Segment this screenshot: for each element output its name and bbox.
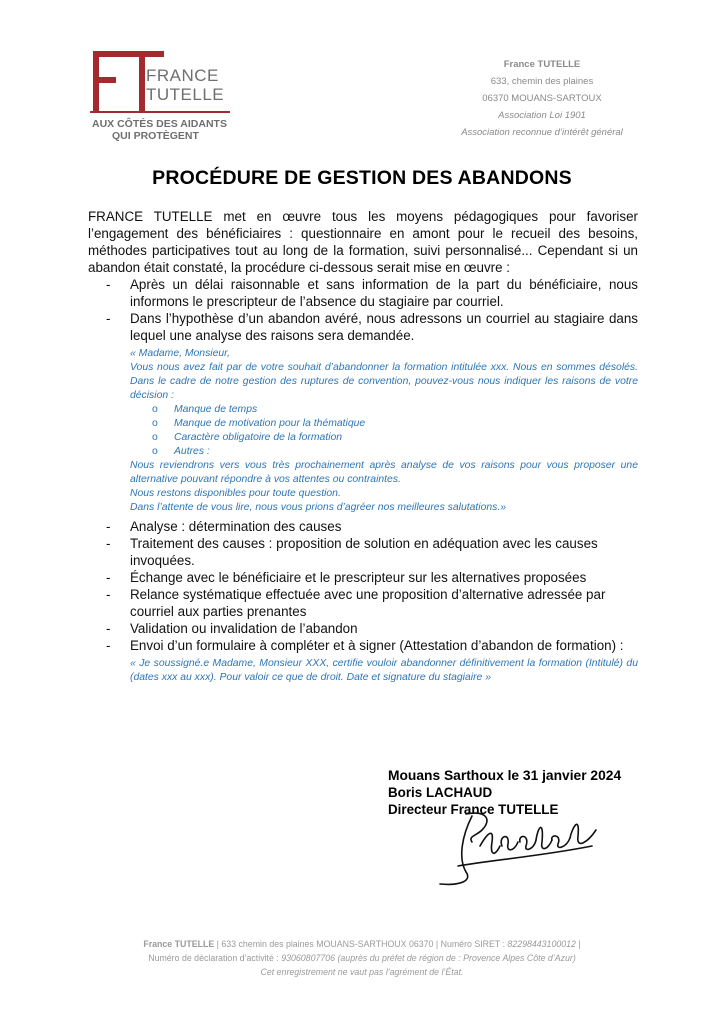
france-tutelle-logo: [90, 46, 230, 146]
footer-declaration-value: 93060807706 (auprès du préfet de région de : Provence Alpes Côte d’Azur): [281, 953, 576, 963]
signer-name: Boris LACHAUD: [388, 785, 493, 800]
logo-wordmark-line1: FRANCE: [146, 66, 219, 85]
reasons-list: [130, 403, 638, 459]
org-recognition: Association reconnue d’intérêt général: [461, 127, 623, 138]
footer-line3: [0, 965, 724, 979]
list-item: [88, 535, 638, 569]
list-item: [88, 518, 638, 535]
list-item: [88, 310, 638, 515]
step-text: Envoi d’un formulaire à compléter et à signer (Attestation d’abandon de formation) :: [130, 638, 624, 653]
dash-bullet: -: [106, 536, 111, 551]
org-address-line2: 06370 MOUANS-SARTOUX: [482, 93, 602, 104]
step-text: Relance systématique effectuée avec une proposition d’alternative adressée par courriel aux parties prenantes: [130, 587, 606, 619]
list-item: [88, 276, 638, 310]
footer-org-name: France TUTELLE: [143, 939, 215, 949]
attestation-quote: « Je soussigné.e Madame, Monsieur XXX, certifie vouloir abandonner définitivement la formation (Intitulé) du (dates xxx au xxx). Pour valoir ce que de droit. Date et signature du stagiaire »: [130, 658, 638, 683]
list-item: [152, 445, 638, 459]
dash-bullet: -: [106, 277, 111, 292]
email-body: Vous nous avez fait par de votre souhait d’abandonner la formation intitulée xxx. Nous en sommes désolés. Dans le cadre de notre gestion des ruptures de convention, pouvez-vous nous indiquer les raisons de votre décision :: [130, 362, 638, 401]
document-body: [88, 208, 638, 688]
step-text: Après un délai raisonnable et sans information de la part du bénéficiaire, nous informons le prescripteur de l’absence du stagiaire par courriel.: [130, 277, 638, 309]
page-footer: [0, 937, 724, 979]
reason-text: Caractère obligatoire de la formation: [174, 432, 343, 443]
list-item: [88, 637, 638, 685]
list-item: [88, 620, 638, 637]
email-template-quote: [130, 347, 638, 515]
dash-bullet: -: [106, 587, 111, 602]
footer-declaration-label: Numéro de déclaration d’activité :: [148, 953, 282, 963]
circle-bullet: o: [152, 446, 158, 457]
list-item: [152, 417, 638, 431]
reason-text: Manque de motivation pour la thématique: [174, 418, 366, 429]
footer-line2: [0, 951, 724, 965]
dash-bullet: -: [106, 519, 111, 534]
email-closing-line1: Nous reviendrons vers vous très prochainement après analyse de vos raisons pour vous proposer une alternative pouvant répondre à vos attentes ou contraintes.: [130, 460, 638, 485]
org-address-line1: 633, chemin des plaines: [490, 76, 594, 87]
list-item: [152, 431, 638, 445]
list-item: [88, 586, 638, 620]
procedure-steps-list: [88, 276, 638, 685]
intro-paragraph: FRANCE TUTELLE met en œuvre tous les moyens pédagogiques pour favoriser l’engagement des bénéficiaires : questionnaire en amont pour le recueil des besoins, méthodes participatives tout au long de la formation, suivi personnalisé... Cependant si un abandon était constaté, la procédure ci-dessous serait mise en œuvre :: [88, 209, 638, 275]
handwritten-signature: [432, 806, 602, 890]
footer-disclaimer: Cet enregistrement ne vaut pas l’agrément de l’État.: [260, 967, 464, 977]
step-text: Traitement des causes : proposition de solution en adéquation avec les causes invoquées.: [130, 536, 598, 568]
email-salutation: « Madame, Monsieur,: [130, 348, 230, 359]
place-and-date: Mouans Sarthoux le 31 janvier 2024: [388, 768, 622, 783]
organization-header: [420, 56, 664, 141]
list-item: [152, 403, 638, 417]
org-status: Association Loi 1901: [498, 110, 586, 121]
reason-text: Manque de temps: [174, 404, 258, 415]
footer-address: | 633 chemin des plaines MOUANS-SARTHOUX 06370 | Numéro SIRET :: [214, 939, 508, 949]
org-name: France TUTELLE: [503, 59, 581, 70]
step-text: Dans l’hypothèse d’un abandon avéré, nous adressons un courriel au stagiaire dans lequel une analyse des raisons sera demandée.: [130, 311, 638, 343]
circle-bullet: o: [152, 432, 158, 443]
reason-text: Autres :: [174, 446, 210, 457]
circle-bullet: o: [152, 404, 158, 415]
dash-bullet: -: [106, 621, 111, 636]
logo-tagline-line2: QUI PROTÈGENT: [112, 130, 199, 142]
step-text: Échange avec le bénéficiaire et le prescripteur sur les alternatives proposées: [130, 570, 587, 585]
logo-tagline-line1: AUX CÔTÉS DES AIDANTS: [92, 118, 227, 130]
email-closing-line2: Nous restons disponibles pour toute question.: [130, 488, 341, 499]
signer-role: Directeur France TUTELLE: [388, 802, 559, 817]
step-text: Validation ou invalidation de l’abandon: [130, 621, 358, 636]
step-text: Analyse : détermination des causes: [130, 519, 342, 534]
footer-siret: 82298443100012: [507, 939, 576, 949]
footer-separator: |: [575, 939, 581, 949]
dash-bullet: -: [106, 311, 111, 326]
dash-bullet: -: [106, 570, 111, 585]
circle-bullet: o: [152, 418, 158, 429]
email-closing-line3: Dans l’attente de vous lire, nous vous prions d’agréer nos meilleures salutations.»: [130, 502, 507, 513]
page-title: PROCÉDURE DE GESTION DES ABANDONS: [152, 167, 572, 189]
footer-line1: [0, 937, 724, 951]
logo-wordmark-line2: TUTELLE: [146, 85, 225, 104]
dash-bullet: -: [106, 638, 111, 653]
list-item: [88, 569, 638, 586]
